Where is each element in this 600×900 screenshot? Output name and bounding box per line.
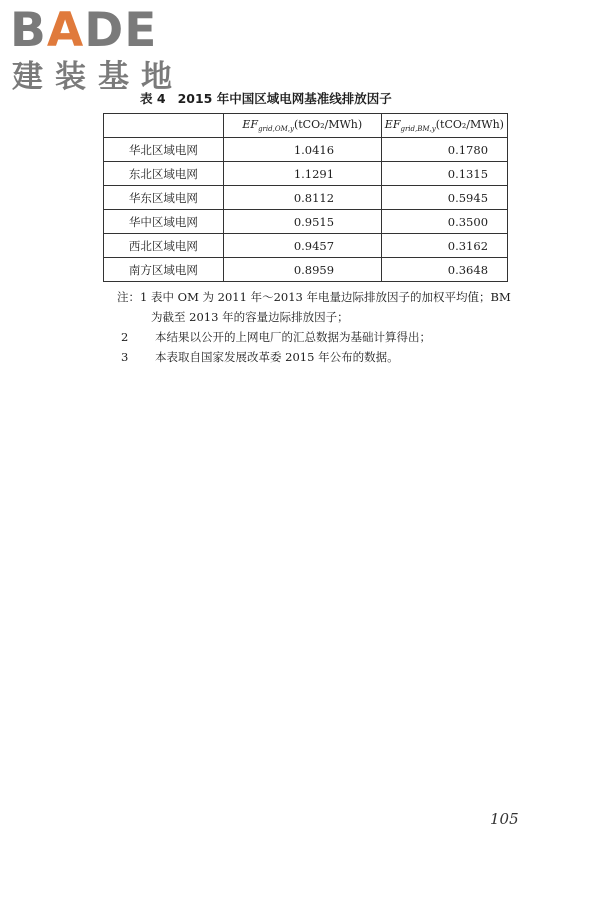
table-number: 表 4 [140,91,166,106]
cell-om-value: 0.8112 [223,186,381,210]
note-item [117,347,517,367]
cell-grid-name: 东北区域电网 [104,162,224,186]
header-om [223,114,381,138]
cell-bm-value: 0.3162 [381,234,507,258]
table-row [104,210,508,234]
cell-bm-value: 0.5945 [381,186,507,210]
note-item [117,327,517,347]
page-number: 105 [490,810,519,828]
cell-om-value: 0.8959 [223,258,381,282]
table-notes [117,287,517,367]
cell-grid-name: 华东区域电网 [104,186,224,210]
bade-logo [10,3,184,95]
header-om-ef: EF [242,117,259,131]
cell-om-value: 0.9515 [223,210,381,234]
table-row [104,258,508,282]
table-row [104,162,508,186]
note-text: 表中 OM 为 2011 年～2013 年电量边际排放因子的加权平均值；BM 为截至 2013 年的容量边际排放因子； [151,290,511,324]
note-lead [117,287,151,327]
header-om-subscript: grid,OM,y [258,125,294,134]
cell-bm-value: 0.3648 [381,258,507,282]
header-bm [381,114,507,138]
note-number: 1 [140,290,148,304]
note-item [117,287,517,327]
logo-letter-b: B [10,3,47,58]
cell-bm-value: 0.1780 [381,138,507,162]
table-row [104,138,508,162]
note-number: 3 [121,350,129,364]
note-number: 2 [121,330,129,344]
header-om-unit: (tCO₂/MWh) [293,117,363,131]
cell-bm-value: 0.1315 [381,162,507,186]
cell-grid-name: 华北区域电网 [104,138,224,162]
cell-om-value: 0.9457 [223,234,381,258]
cell-om-value: 1.1291 [223,162,381,186]
table-row [104,234,508,258]
logo-latin-text [10,3,158,58]
header-bm-subscript: grid,BM,y [400,125,436,134]
logo-letter-a-accent: A [46,3,85,58]
logo-cjk-text: 建装基地 [12,59,184,95]
note-text: 本结果以公开的上网电厂的汇总数据为基础计算得出； [155,330,431,344]
header-bm-ef: EF [384,117,401,131]
table-caption [140,90,520,108]
table-header-row [104,114,508,138]
logo-letters-de: DE [84,3,158,58]
table-title: 2015 年中国区域电网基准线排放因子 [177,91,392,106]
cell-om-value: 1.0416 [223,138,381,162]
emission-factor-table [103,113,508,282]
cell-grid-name: 西北区域电网 [104,234,224,258]
cell-bm-value: 0.3500 [381,210,507,234]
note-text: 本表取自国家发展改革委 2015 年公布的数据。 [155,350,399,364]
header-grid-name [104,114,224,138]
cell-grid-name: 华中区域电网 [104,210,224,234]
notes-label: 注： [117,290,140,304]
cell-grid-name: 南方区域电网 [104,258,224,282]
table-row [104,186,508,210]
header-bm-unit: (tCO₂/MWh) [435,117,504,131]
note-lead [121,327,155,347]
note-lead [121,347,155,367]
